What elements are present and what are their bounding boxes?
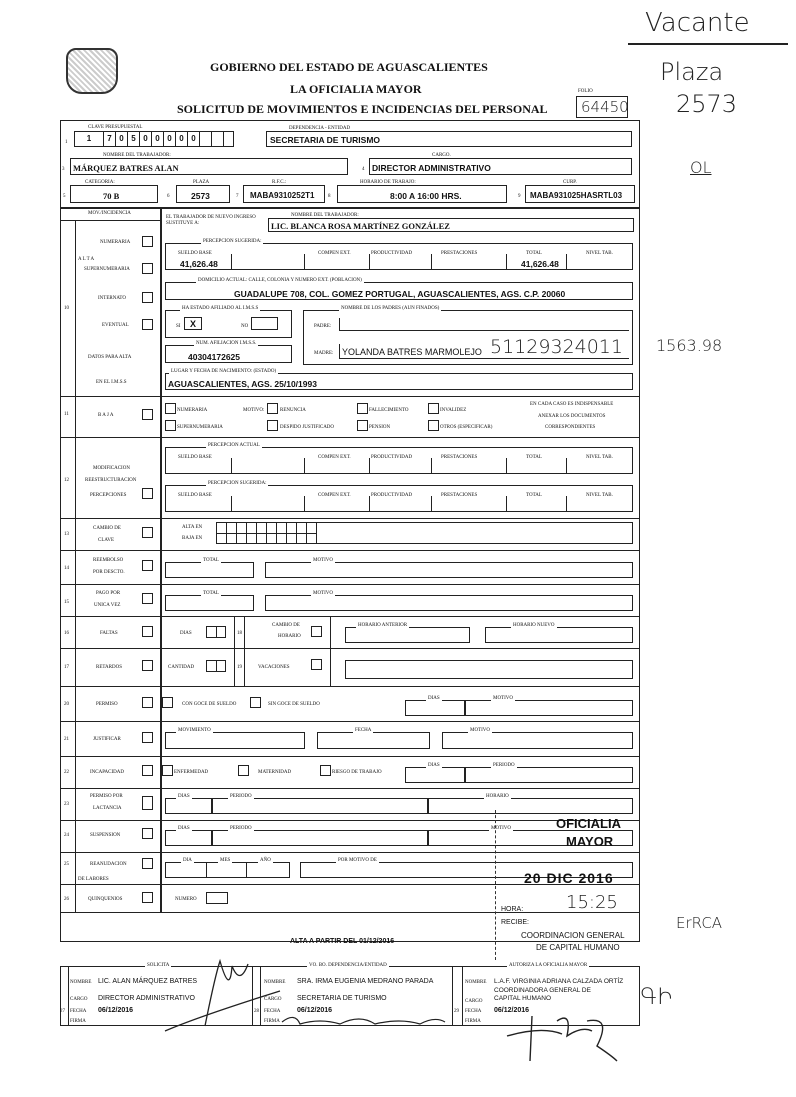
reanudacion-checkbox[interactable] xyxy=(142,858,153,869)
state-seal-logo xyxy=(66,48,118,94)
percepcion-actual-box: PERCEPCION ACTUAL SUELDO BASE COMPEN EXT. PRODUCTIVIDAD PRESTACIONES TOTAL NIVEL TAB. xyxy=(165,447,633,474)
handwritten-side-mark: ԳԻ xyxy=(640,985,673,1010)
reembolso-checkbox[interactable] xyxy=(142,560,153,571)
cargo-field[interactable]: CARGO. DIRECTOR ADMINISTRATIVO xyxy=(369,158,632,175)
permiso-motivo-field[interactable]: MOTIVO xyxy=(465,700,633,716)
reanudacion-motivo-field[interactable]: POR MOTIVO DE xyxy=(300,862,633,878)
vacaciones-field[interactable] xyxy=(345,660,633,679)
clave-presupuestal-field[interactable]: 1 7 0 5 0 0 0 0 0 xyxy=(74,131,234,147)
cambio-clave-checkbox[interactable] xyxy=(142,527,153,538)
rfc-field[interactable]: R.F.C.: MABA9310252T1 xyxy=(243,185,325,203)
header-line2: LA OFICIALIA MAYOR xyxy=(290,82,422,96)
domicilio-field[interactable]: DOMICILIO ACTUAL: CALLE, COLONIA Y NUMERO EXT. (POBLACION) GUADALUPE 708, COL. GOMEZ PORTUGAL, AGUASCALIENTES, AGS. C.P. 20060 xyxy=(165,282,633,300)
enfermedad-checkbox[interactable] xyxy=(162,765,173,776)
signature-solicita: SOLICITA NOMBRE LIC. ALAN MÁRQUEZ BATRES CARGO DIRECTOR ADMINISTRATIVO 27 FECHA 06/12/2016 FIRMA xyxy=(60,966,260,1026)
dependencia-field[interactable]: DEPENDENCIA - ENTIDAD SECRETARIA DE TURISMO xyxy=(266,131,632,147)
sustituye-nombre-field[interactable]: NOMBRE DEL TRABAJADOR: LIC. BLANCA ROSA MARTÍNEZ GONZÁLEZ xyxy=(268,218,634,232)
justificar-motivo-field[interactable]: MOTIVO xyxy=(442,732,633,749)
sin-goce-checkbox[interactable] xyxy=(250,697,261,708)
folio-number: 64450 xyxy=(581,98,629,116)
justificar-checkbox[interactable] xyxy=(142,732,153,743)
suspension-periodo-field[interactable]: PERIODO xyxy=(212,830,428,846)
horario-field[interactable]: HORARIO DE TRABAJO: 8:00 A 16:00 HRS. xyxy=(337,185,507,203)
categoria-field[interactable]: CATEGORIA: 70 B xyxy=(70,185,158,203)
handwritten-ol: OL xyxy=(690,158,712,177)
signature-3 xyxy=(502,1006,622,1066)
incapacidad-periodo-field[interactable]: PERIODO xyxy=(465,767,633,783)
reembolso-motivo-field[interactable]: MOTIVO xyxy=(265,562,633,578)
afiliacion-imss-field[interactable]: NUM. AFILIACION I.M.S.S. 40304172625 xyxy=(165,345,292,363)
permiso-checkbox[interactable] xyxy=(142,697,153,708)
handwritten-amount: 1563.98 xyxy=(656,336,723,355)
total-value[interactable]: 41,626.48 xyxy=(521,259,559,269)
handwritten-plaza-num: 2573 xyxy=(676,90,738,118)
suspension-motivo-field[interactable]: MOTIVO xyxy=(428,830,633,846)
signature-2 xyxy=(280,1010,450,1032)
padres-box: NOMBRE DE LOS PADRES (AUN FINADOS) PADRE: MADRE: YOLANDA BATRES MARMOLEJO 51129324011 xyxy=(303,310,633,365)
handwritten-madre-number: 51129324011 xyxy=(490,336,623,358)
riesgo-trabajo-checkbox[interactable] xyxy=(320,765,331,776)
si-checkbox[interactable]: X xyxy=(184,317,202,330)
nombre-trabajador-field[interactable]: NOMBRE DEL TRABAJADOR: MÁRQUEZ BATRES ALAN xyxy=(70,158,348,175)
justificar-movimiento-field[interactable]: MOVIMIENTO xyxy=(165,732,305,749)
madre-field[interactable]: YOLANDA BATRES MARMOLEJO 51129324011 xyxy=(339,344,629,359)
signature-autoriza: AUTORIZA LA OFICIALIA MAYOR NOMBRE L.A.F. VIRGINIA ADRIANA CALZADA ORTÍZ CARGO COORDINADORA GENERAL DE CAPITAL HUMANO 29 FECHA 06/12/2016 FIRMA xyxy=(452,966,640,1026)
sueldo-base-value[interactable]: 41,626.48 xyxy=(180,259,218,269)
plaza-field[interactable]: PLAZA 2573 xyxy=(176,185,230,203)
lactancia-periodo-field[interactable]: PERIODO xyxy=(212,798,428,814)
handwritten-initials: ErRCA xyxy=(676,914,723,932)
form-page: GOBIERNO DEL ESTADO DE AGUASCALIENTES LA OFICIALIA MAYOR SOLICITUD DE MOVIMIENTOS E INCIDENCIAS DEL PERSONAL FOLIO 64450 Vacante Plaza 2573 OL 1563.98 1 CLAVE PRESUPUESTAL 1 7 0 5 0 0 0 0 0 DEPENDENCIA - ENTIDAD SECRETARIA DE TURISMO 3 NOMBRE DEL TRABAJADOR: MÁRQUEZ BATRES ALAN 4 CARGO. DIRECTOR ADMINISTRATIVO 5 CATEGORIA: 70 B 6 PLAZA 2573 7 R.F.C.: MABA9310252T1 8 HORARIO DE TRABAJO: 8:00 A 16:00 HRS. 9 CURP. MABA931025HASRTL03 MOV./INCIDENCIA 10 NUMERARIA A L T A SUPERNUMERARIA INTERNATO EVENTUAL DATOS PARA ALTA EN EL I.M.S.S EL TRABAJADOR DE NUEVO INGRESO SUSTITUYE A: NOMBRE DEL TRABAJADOR: LIC. BLANCA ROSA MARTÍNEZ GONZÁLEZ PERCEPCION SUGERIDA: SUELDO BASE 41,626.48 COMPEN EXT. PRODUCTIVIDAD PRESTACIONES TOTAL 41,626.48 NIVEL TAB. DOMICILIO ACTUAL: CALLE, COLONIA Y NUMERO EXT. (POBLACION) GUADALUPE 708, COL. GOMEZ PORTUGAL, AGUASCALIENTES, AGS. C.P. 20060 HA ESTADO AFILIADO AL I.M.S.S SI X NO NOMBRE DE LOS PADRES (AUN FINADOS) PADRE: MADRE: YOLANDA BATRES MARMOLEJO 51129324011 NUM. AFILIACION I.M.S.S. 40304172625 LUGAR Y FECHA DE NACIMIENTO: (ESTADO) AGUASCALIENTES, AGS. 25/10/1993 11 B A J A NUMERARIA MOTIVO: RENUNCIA FALLECIMIENTO INVALIDEZ SUPERNUMERARIA DESPIDO JUSTIFICADO PENSION OTROS (ESPECIFICAR) EN CADA CASO ES INDISPENSABLE ANEXAR LOS DOCUMENTOS CORRESPONDIENTES 12 MODIFICACION REESTRUCTURACION PERCEPCIONES PERCEPCION ACTUAL SUELDO BASE COMPEN EXT. PRODUCTIVIDAD PRESTACIONES TOTAL NIVEL TAB. PERCEPCION SUGERIDA: SUELDO BASE COMPEN EXT. PRODUCTIVIDAD PRESTACIONES TOTAL NIVEL TAB. 13 CAMBIO DE CLAVE ALTA EN BAJA EN 14 REEMBOLSO POR DESCTO. TOTAL MOTIVO 15 PAGO POR UNICA VEZ TOTAL MOTIVO 16 FALTAS DIAS 18 CAMBIO DE HORARIO HORARIO ANTERIOR HORARIO NUEVO 17 RETARDOS CANTIDAD 19 VACACIONES 20 PERMISO CON GOCE DE SUELDO SIN GOCE DE SUELDO DIAS MOTIVO 21 JUSTIFICAR MOVIMIENTO FECHA MOTIVO 22 INCAPACIDAD ENFERMEDAD MATERNIDAD RIESGO DE TRABAJO DIAS PERIODO 23 PERMISO POR LACTANCIA DIAS PERIODO HORARIO 24 SUSPENSION DIAS PERIODO MOTIVO 25 REANUDACION DE LABORES DIA MES AÑO POR MOTIVO DE 26 QUINQUENIOS NUMERO ALTA A PARTIR DEL 01/12/2016 OFICIALIA MAYOR 20 DIC 2016 HORA: 15:25 RECIBE: COORDINACION GENERAL DE CAPITAL HUMANO ErRCA SOLICITA NOMBRE LIC. ALAN MÁRQUEZ BATRES CARGO DIRECTOR ADMINISTRATIVO 27 FECHA 06/12/2016 FIRMA VO. BO. DEPENDENCIA/ENTIDAD NOMBRE SRA. IRMA EUGENIA MEDRANO PARADA CARGO SECRETARIA DE TURISMO 28 FECHA 06/12/2016 FIRMA AUTORIZA LA OFICIALIA MAYOR NOMBRE L.A.F. VIRGINIA ADRIANA CALZADA ORTÍZ CARGO COORDINADORA GENERAL DE CAPITAL HUMANO 29 FECHA 06/12/2016 FIRMA ԳԻ xyxy=(0,0,796,1097)
fallecimiento-checkbox[interactable] xyxy=(357,403,368,414)
renuncia-checkbox[interactable] xyxy=(267,403,278,414)
folio-box xyxy=(576,96,628,118)
baja-supernumeraria-checkbox[interactable] xyxy=(165,420,176,431)
header-line3: SOLICITUD DE MOVIMIENTOS E INCIDENCIAS DEL PERSONAL xyxy=(177,102,548,116)
faltas-dias-field[interactable] xyxy=(206,626,226,638)
invalidez-checkbox[interactable] xyxy=(428,403,439,414)
pago-total-field[interactable]: TOTAL xyxy=(165,595,254,611)
con-goce-checkbox[interactable] xyxy=(162,697,173,708)
pago-unica-vez-checkbox[interactable] xyxy=(142,593,153,604)
lactancia-checkbox[interactable] xyxy=(142,796,153,810)
padre-field[interactable] xyxy=(339,318,629,331)
lactancia-horario-field[interactable]: HORARIO xyxy=(428,798,633,814)
incapacidad-checkbox[interactable] xyxy=(142,765,153,776)
lactancia-dias-field[interactable]: DIAS xyxy=(165,798,212,814)
stamp-date: 20 DIC 2016 xyxy=(524,870,614,886)
incapacidad-dias-field[interactable]: DIAS xyxy=(405,767,465,783)
curp-field[interactable]: CURP. MABA931025HASRTL03 xyxy=(525,185,635,203)
eventual-checkbox[interactable] xyxy=(142,319,153,330)
percepciones-checkbox[interactable] xyxy=(142,488,153,499)
suspension-checkbox[interactable] xyxy=(142,828,153,839)
signature-vobo: VO. BO. DEPENDENCIA/ENTIDAD NOMBRE SRA. IRMA EUGENIA MEDRANO PARADA CARGO SECRETARIA DE TURISMO 28 FECHA 06/12/2016 FIRMA xyxy=(252,966,452,1026)
reception-stamp: OFICIALIA MAYOR 20 DIC 2016 HORA: 15:25 RECIBE: COORDINACION GENERAL DE CAPITAL HUMANO xyxy=(495,810,661,960)
percepcion-sugerida-box: PERCEPCION SUGERIDA: SUELDO BASE COMPEN EXT. PRODUCTIVIDAD PRESTACIONES TOTAL NIVEL TAB. xyxy=(165,485,633,512)
header-line1: GOBIERNO DEL ESTADO DE AGUASCALIENTES xyxy=(210,60,488,74)
pension-checkbox[interactable] xyxy=(357,420,368,431)
supernumeraria-checkbox[interactable] xyxy=(142,263,153,274)
baja-checkbox[interactable] xyxy=(142,409,153,420)
justificar-fecha-field[interactable]: FECHA xyxy=(317,732,430,749)
horario-nuevo-field[interactable]: HORARIO NUEVO xyxy=(485,627,633,643)
otros-checkbox[interactable] xyxy=(428,420,439,431)
folio-label: FOLIO xyxy=(578,89,593,94)
maternidad-checkbox[interactable] xyxy=(238,765,249,776)
suspension-dias-field[interactable]: DIAS xyxy=(165,830,212,846)
horario-anterior-field[interactable]: HORARIO ANTERIOR xyxy=(345,627,470,643)
reembolso-total-field[interactable]: TOTAL xyxy=(165,562,254,578)
clave-cells-field[interactable] xyxy=(216,522,633,544)
quinquenios-checkbox[interactable] xyxy=(142,892,153,903)
pago-motivo-field[interactable]: MOTIVO xyxy=(265,595,633,611)
despido-checkbox[interactable] xyxy=(267,420,278,431)
imss-afiliado-box: HA ESTADO AFILIADO AL I.M.S.S SI X NO xyxy=(165,310,292,338)
reanudacion-fecha-field[interactable]: DIA MES AÑO xyxy=(165,862,290,878)
faltas-checkbox[interactable] xyxy=(142,626,153,637)
internato-checkbox[interactable] xyxy=(142,292,153,303)
lugar-fecha-nacimiento-field[interactable]: LUGAR Y FECHA DE NACIMIENTO: (ESTADO) AGUASCALIENTES, AGS. 25/10/1993 xyxy=(165,373,633,390)
vacaciones-checkbox[interactable] xyxy=(311,659,322,670)
numeraria-checkbox[interactable] xyxy=(142,236,153,247)
no-checkbox[interactable] xyxy=(251,317,278,330)
alta-a-partir: ALTA A PARTIR DEL 01/12/2016 xyxy=(290,938,395,945)
handwritten-vacante: Vacante xyxy=(645,8,750,38)
handwritten-hora: 15:25 xyxy=(566,892,618,913)
retardos-cantidad-field[interactable] xyxy=(206,660,226,672)
quinquenios-numero-field[interactable] xyxy=(206,892,228,904)
retardos-checkbox[interactable] xyxy=(142,660,153,671)
handwritten-plaza: Plaza xyxy=(660,58,724,86)
permiso-dias-field[interactable]: DIAS xyxy=(405,700,465,716)
baja-numeraria-checkbox[interactable] xyxy=(165,403,176,414)
percepcion-sugerida-alta: PERCEPCION SUGERIDA: SUELDO BASE 41,626.48 COMPEN EXT. PRODUCTIVIDAD PRESTACIONES TOTAL 41,626.48 NIVEL TAB. xyxy=(165,243,633,270)
cambio-horario-checkbox[interactable] xyxy=(311,626,322,637)
